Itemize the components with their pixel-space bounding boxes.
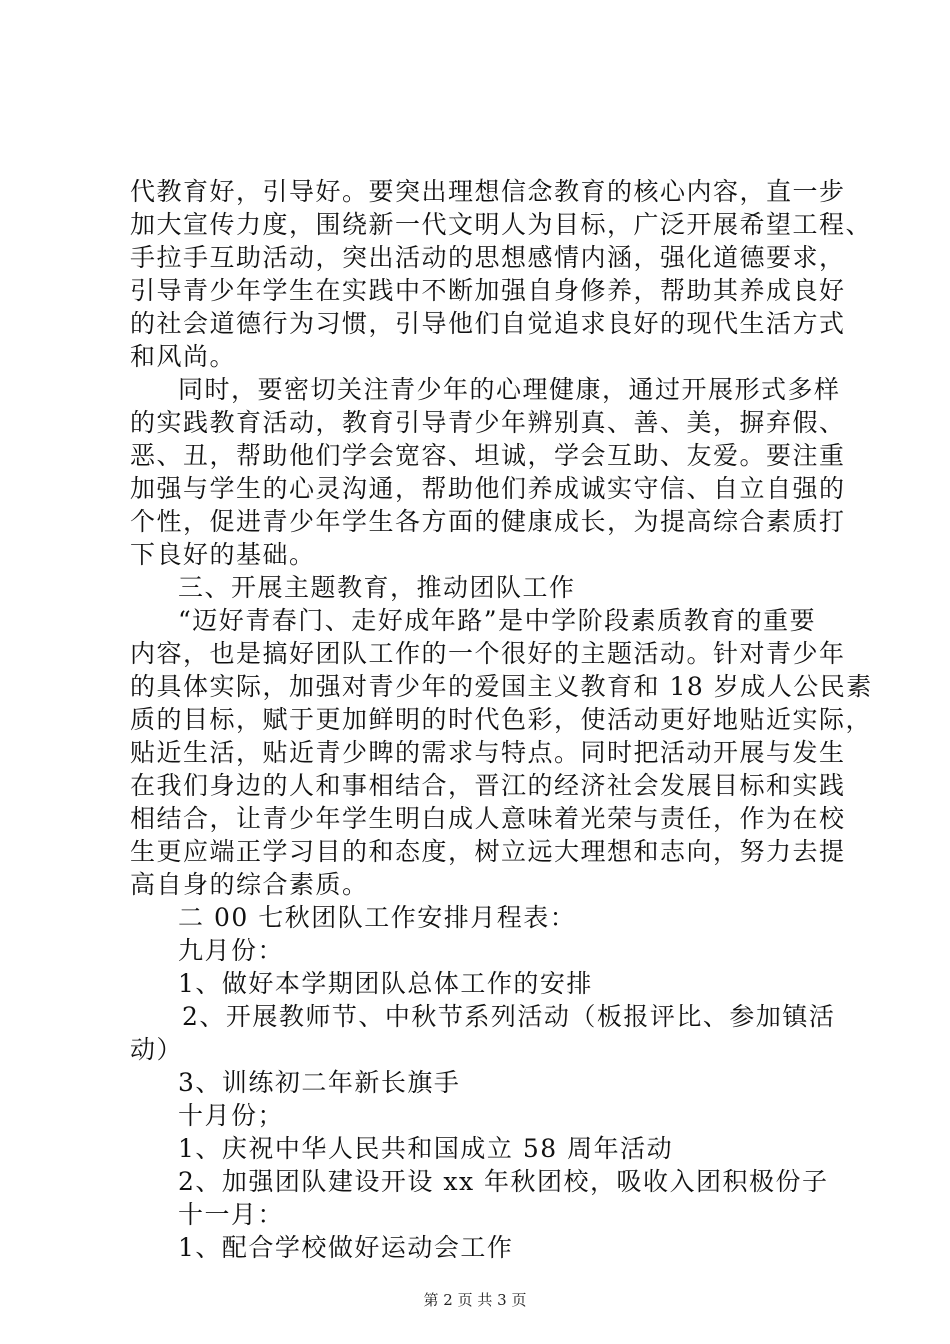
schedule-title: 二 00 七秋团队工作安排月程表： <box>178 903 577 932</box>
page-number-footer: 第 2 页 共 3 页 <box>423 1291 527 1309</box>
paragraph-line: 内容，也是搞好团队工作的一个很好的主题活动。针对青少年 <box>130 639 846 668</box>
month-heading: 十月份； <box>178 1101 285 1130</box>
paragraph-line: 的具体实际，加强对青少年的爱国主义教育和 18 岁成人公民素 <box>130 672 873 701</box>
schedule-item: 1、庆祝中华人民共和国成立 58 周年活动 <box>178 1134 674 1163</box>
schedule-item: 3、训练初二年新长旗手 <box>178 1068 461 1097</box>
paragraph-line: 引导青少年学生在实践中不断加强自身修养，帮助其养成良好 <box>130 276 846 305</box>
schedule-item: 1、配合学校做好运动会工作 <box>178 1233 514 1262</box>
paragraph-line: 同时，要密切关注青少年的心理健康，通过开展形式多样 <box>178 375 841 404</box>
paragraph-line: 和风尚。 <box>130 342 237 371</box>
paragraph-line: 高自身的综合素质。 <box>130 870 369 899</box>
paragraph-line: 下良好的基础。 <box>130 540 316 569</box>
paragraph-line: 生更应端正学习目的和态度，树立远大理想和志向，努力去提 <box>130 837 846 866</box>
schedule-item: 1、做好本学期团队总体工作的安排 <box>178 969 593 998</box>
schedule-item: 2、加强团队建设开设 xx 年秋团校，吸收入团积极份子 <box>178 1167 829 1196</box>
paragraph-line: 质的目标，赋于更加鲜明的时代色彩，使活动更好地贴近实际， <box>130 705 873 734</box>
paragraph-line: 加强与学生的心灵沟通，帮助他们养成诚实守信、自立自强的 <box>130 474 846 503</box>
paragraph-line: 手拉手互助活动，突出活动的思想感情内涵，强化道德要求， <box>130 243 846 272</box>
paragraph-line: 相结合，让青少年学生明白成人意味着光荣与责任，作为在校 <box>130 804 846 833</box>
month-heading: 九月份： <box>178 936 285 965</box>
paragraph-line: 的实践教育活动，教育引导青少年辨别真、善、美，摒弃假、 <box>130 408 846 437</box>
paragraph-line: 加大宣传力度，围绕新一代文明人为目标，广泛开展希望工程、 <box>130 210 873 239</box>
paragraph-line: 个性，促进青少年学生各方面的健康成长，为提高综合素质打 <box>130 507 846 536</box>
paragraph-line: 贴近生活，贴近青少睥的需求与特点。同时把活动开展与发生 <box>130 738 846 767</box>
section-heading: 三、开展主题教育，推动团队工作 <box>178 573 576 602</box>
paragraph-line: 恶、丑，帮助他们学会宽容、坦诚，学会互助、友爱。要注重 <box>130 441 846 470</box>
paragraph-line: “迈好青春门、走好成年路”是中学阶段素质教育的重要 <box>178 606 817 635</box>
paragraph-line: 的社会道德行为习惯，引导他们自觉追求良好的现代生活方式 <box>130 309 846 338</box>
paragraph-line: 在我们身边的人和事相结合，晋江的经济社会发展目标和实践 <box>130 771 846 800</box>
schedule-item: 2、开展教师节、中秋节系列活动（板报评比、参加镇活 <box>182 1002 836 1031</box>
month-heading: 十一月： <box>178 1200 285 1229</box>
schedule-item-continued: 动） <box>130 1035 184 1064</box>
paragraph-line: 代教育好，引导好。要突出理想信念教育的核心内容，直一步 <box>130 177 846 206</box>
